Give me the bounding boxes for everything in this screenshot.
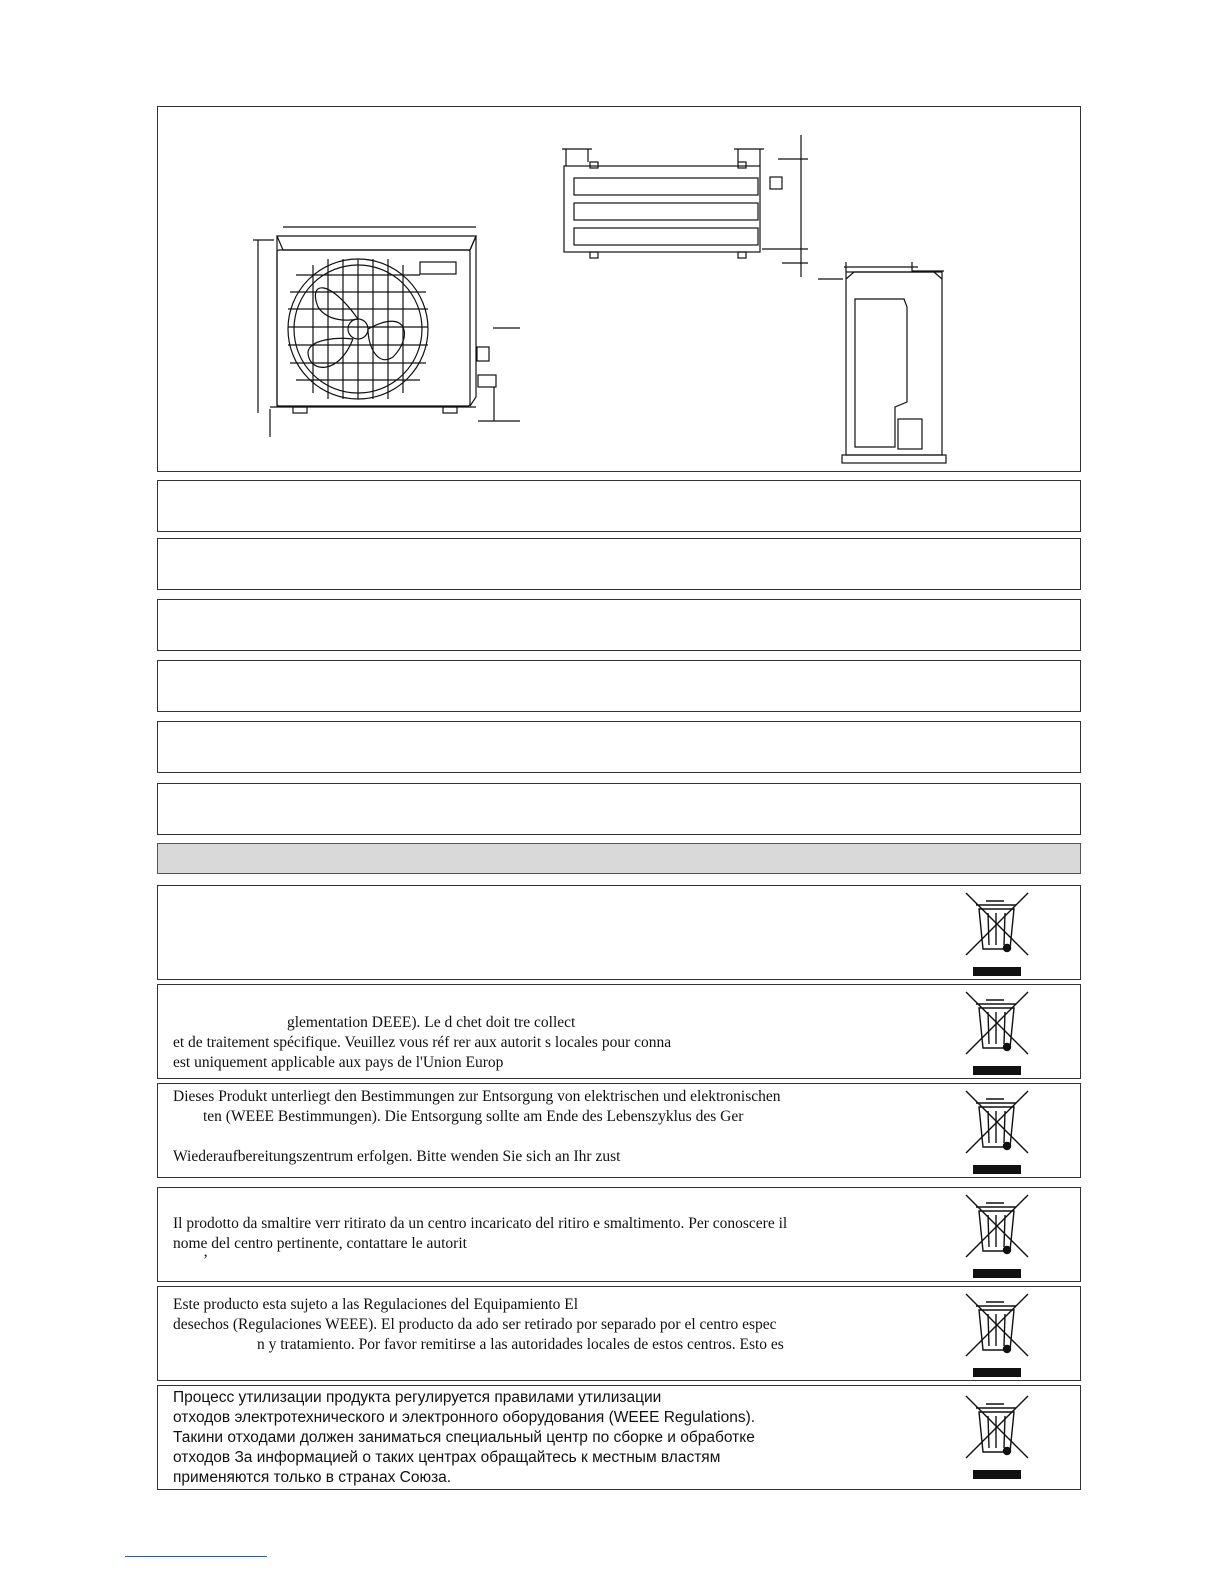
- footer-link-line[interactable]: [125, 1556, 267, 1557]
- weee-line: ’: [203, 1252, 209, 1269]
- weee-line: [173, 1194, 910, 1214]
- weee-line: ten (WEEE Bestimmungen). Die Entsorgung sollte am Ende des Lebenszyklus des Ger: [203, 1108, 744, 1125]
- weee-section-en: [157, 885, 1081, 980]
- top-view-drawing: [562, 135, 808, 277]
- section-heading-bar: [157, 843, 1081, 874]
- weee-section-ru: [157, 1385, 1081, 1490]
- weee-line: glementation DEEE). Le d chet doit tre collect: [287, 1014, 576, 1031]
- weee-line: [173, 938, 910, 958]
- weee-line: Este producto esta sujeto a las Regulaciones del Equipamiento El: [173, 1296, 579, 1313]
- empty-panel-3: [157, 599, 1081, 651]
- weee-line: desechos (Regulaciones WEEE). El producto da ado ser retirado por separado por el centro espec: [173, 1316, 777, 1333]
- empty-panel-1: [157, 480, 1081, 532]
- weee-line: est uniquement applicable aux pays de l'Union Europ: [173, 1054, 504, 1071]
- weee-line: Il prodotto da smaltire verr ritirato da un centro incaricato del ritiro e smaltimento. Per conoscere il: [173, 1215, 788, 1232]
- crossed-out-wheelie-bin-icon: [964, 889, 1030, 979]
- weee-section-de: [157, 1083, 1081, 1178]
- front-view-drawing: [253, 227, 520, 437]
- weee-line: nome del centro pertinente, contattare le autorit: [173, 1235, 467, 1252]
- weee-line: применяются только в странах Союза.: [173, 1469, 452, 1486]
- weee-section-es: [157, 1286, 1081, 1381]
- weee-section-it: [157, 1187, 1081, 1282]
- weee-line: Wiederaufbereitungszentrum erfolgen. Bitte wenden Sie sich an Ihr zust: [173, 1148, 621, 1165]
- weee-line: Dieses Produkt unterliegt den Bestimmungen zur Entsorgung von elektrischen und elektronischen: [173, 1088, 781, 1105]
- crossed-out-wheelie-bin-icon: [964, 1290, 1030, 1380]
- side-view-drawing: [818, 262, 946, 463]
- empty-panel-5: [157, 721, 1081, 773]
- crossed-out-wheelie-bin-icon: [964, 1392, 1030, 1482]
- empty-panel-2: [157, 538, 1081, 590]
- weee-line: [173, 918, 910, 938]
- weee-line: отходов электротехнического и электронного оборудования (WEEE Regulations).: [173, 1409, 756, 1426]
- crossed-out-wheelie-bin-icon: [964, 988, 1030, 1078]
- unit-drawing-panel: [157, 106, 1081, 472]
- weee-line: et de traitement spécifique. Veuillez vous réf rer aux autorit s locales pour conna: [173, 1034, 672, 1051]
- weee-line: [173, 898, 910, 918]
- weee-line: отходов За информацией о таких центрах обращайтесь к местным властям: [173, 1449, 721, 1466]
- weee-section-fr: [157, 984, 1081, 1079]
- outdoor-unit-drawing: [158, 107, 1082, 473]
- weee-line: Процесс утилизации продукта регулируется правилами утилизации: [173, 1389, 662, 1406]
- empty-panel-6: [157, 783, 1081, 835]
- weee-line: [173, 1127, 910, 1147]
- weee-line: Такини отходами должен заниматься специальный центр по сборке и обработке: [173, 1429, 755, 1446]
- crossed-out-wheelie-bin-icon: [964, 1191, 1030, 1281]
- crossed-out-wheelie-bin-icon: [964, 1087, 1030, 1177]
- weee-line: n y tratamiento. Por favor remitirse a las autoridades locales de estos centros. Esto es: [257, 1336, 784, 1353]
- empty-panel-4: [157, 660, 1081, 712]
